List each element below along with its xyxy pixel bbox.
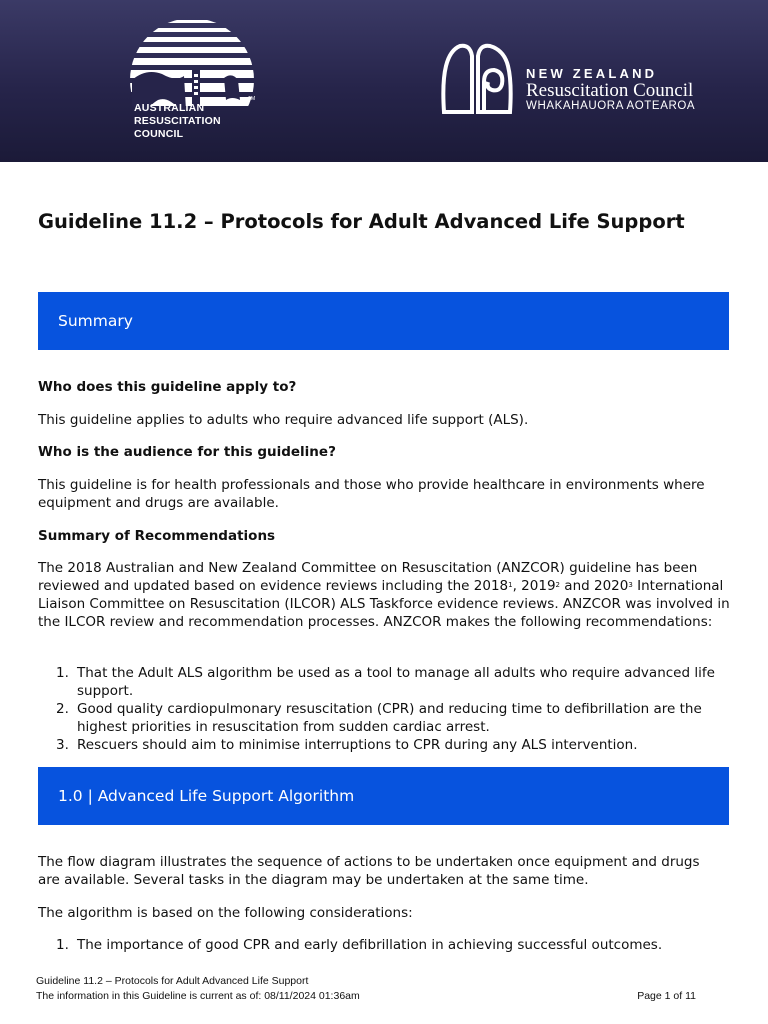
footer-title: Guideline 11.2 – Protocols for Adult Advanced Life Support [36,975,309,987]
arc-wordmark-line3: COUNCIL [134,128,184,140]
arc-tm: TM [248,96,256,102]
considerations-list [38,936,733,954]
summary-heading: Summary [58,312,133,330]
list-item: 1. The importance of good CPR and early defibrillation in achieving successful outcomes. [56,937,663,953]
recommendations-list [38,664,733,754]
rec-text-1: The 2018 Australian and New Zealand Committee on Resuscitation (ANZCOR) guideline has been reviewed and updated based on evidence reviews including the 2018 [38,560,698,594]
question-audience: Who is the audience for this guideline? [38,444,336,460]
page-number: Page 1 of 11 [637,990,696,1002]
list-item-text: Rescuers should aim to minimise interruptions to CPR during any ALS intervention. [77,737,638,753]
nzrc-wordmark [526,66,695,113]
footer-currency-note: The information in this Guideline is current as of: 08/11/2024 01:36am [36,990,360,1002]
list-item: 3. Rescuers should aim to minimise interruptions to CPR during any ALS intervention. [56,737,638,753]
list-item-text: Good quality cardiopulmonary resuscitation (CPR) and reducing time to defibrillation are the highest priorities in resuscitation from sudden cardiac arrest. [77,701,702,735]
nzrc-wordmark-line3: WHAKAHAUORA AOTEAROA [526,100,696,112]
list-item: 2. Good quality cardiopulmonary resuscitation (CPR) and reducing time to defibrillation are the highest priorities in resuscitation from sudden cardiac arrest. [56,701,702,735]
rec-text-2: , 2019 [512,578,556,594]
heading-summary-recommendations: Summary of Recommendations [38,528,276,544]
page-header [0,0,768,162]
page-title: Guideline 11.2 – Protocols for Adult Advanced Life Support [38,210,685,233]
summary-banner [38,292,729,350]
nzrc-lungs-logo-icon [440,42,516,118]
section-1-paragraph-2: The algorithm is based on the following considerations: [38,905,413,921]
section-1-heading: 1.0 | Advanced Life Support Algorithm [58,787,355,805]
nzrc-wordmark-line1: NEW ZEALAND [526,66,658,81]
section-1-paragraph-1: The flow diagram illustrates the sequence of actions to be undertaken once equipment and drugs are available. Several tasks in the diagram may be undertaken at the same time. [38,854,700,888]
citation-1: 1 [508,581,513,589]
page-footer [36,974,696,1004]
nzrc-wordmark-line2: Resuscitation Council [526,80,694,101]
arc-wordmark-line1: AUSTRALIAN [134,102,205,114]
arc-wordmark-line2: RESUSCITATION [134,115,221,127]
answer-applies-to: This guideline applies to adults who require advanced life support (ALS). [38,412,529,428]
citation-2: 2 [555,581,561,589]
list-item-text: The importance of good CPR and early defibrillation in achieving successful outcomes. [77,937,663,953]
list-item-text: That the Adult ALS algorithm be used as a tool to manage all adults who require advanced life support. [77,665,715,699]
rec-text-3: and 2020 [560,578,629,594]
question-applies-to: Who does this guideline apply to? [38,379,297,395]
rec-text-4: International Liaison Committee on Resuscitation (ILCOR) ALS Taskforce evidence reviews. ANZCOR was involved in the ILCOR review and recommendation processes. ANZCOR makes the following recommendations: [38,578,730,630]
list-item: 1. That the Adult ALS algorithm be used as a tool to manage all adults who require advanced life support. [56,665,715,699]
recommendations-intro [38,559,733,631]
arc-wordmark [134,102,221,141]
section-1-banner [38,767,729,825]
answer-audience: This guideline is for health professionals and those who provide healthcare in environments where equipment and drugs are available. [38,477,705,511]
citation-3: 3 [628,581,633,589]
